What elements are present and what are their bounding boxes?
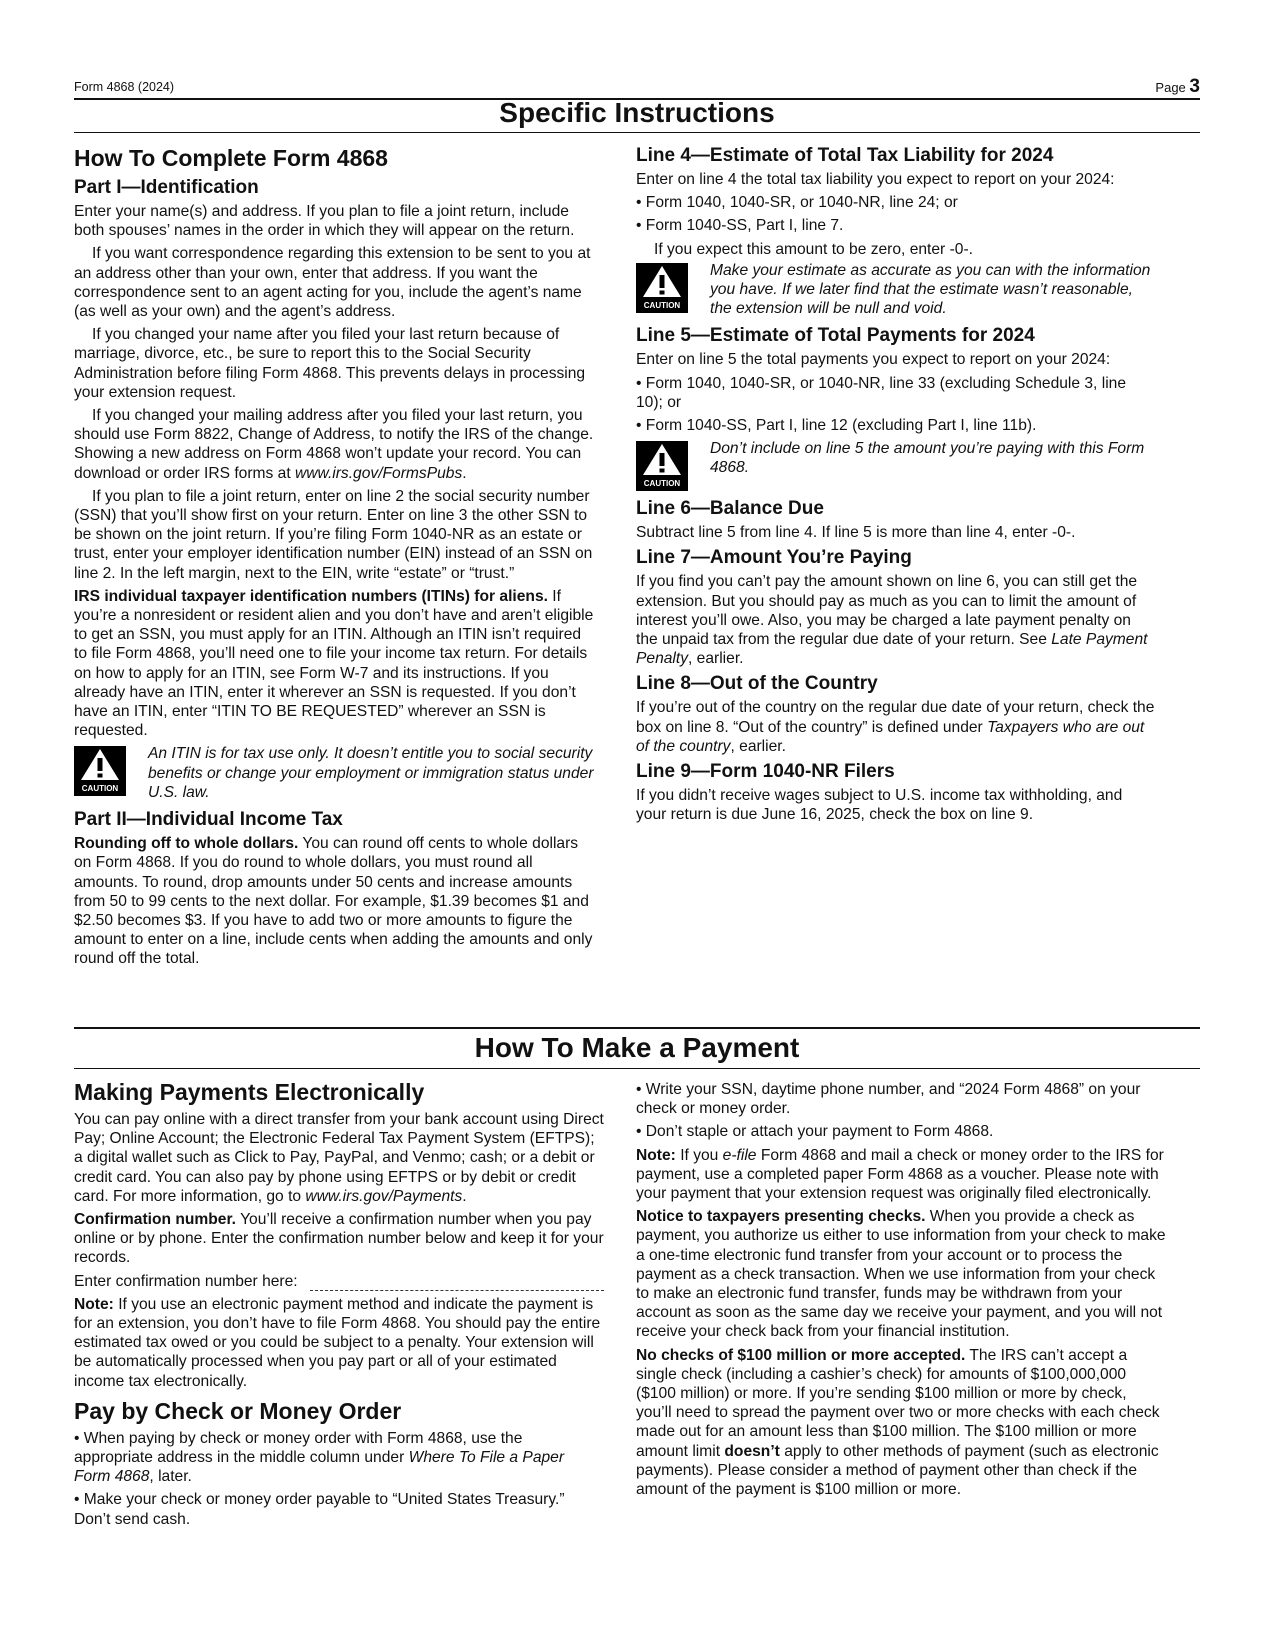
part1-para-2: If you want correspondence regarding this extension to be sent to you at an address other than your own, enter that address. If you want the correspondence sent to an agent acting for you, include the agent’s name (as well as your own) and the agent’s address. — [74, 245, 591, 321]
check-b1-ref: Where To File a Paper Form 4868 — [74, 1449, 565, 1486]
form-id: Form 4868 (2024) — [74, 80, 175, 94]
nochecks-b: apply to other methods of payment (such as electronic payments). Please consider a method of payment other than check if the amount of the payment is $100 million or more. — [636, 1442, 1159, 1499]
line5-bullet-2: • Form 1040-SS, Part I, line 12 (excluding Part I, line 11b). — [636, 417, 1037, 435]
rounding-para — [74, 834, 594, 968]
elec-heading: Making Payments Electronically — [74, 1079, 425, 1105]
note2-b: Form 4868 and mail a check or money order to the IRS for payment, use a completed paper Form 4868 as a voucher. Please note with your payment that your extension request was originally filed electronically. — [636, 1146, 1164, 1203]
confirm-lead: Confirmation number. — [74, 1211, 237, 1229]
line6-heading: Line 6—Balance Due — [636, 498, 824, 520]
caution-label: CAUTION — [81, 784, 119, 794]
part1-para-5: If you plan to file a joint return, enter on line 2 the social security number (SSN) that you’ll show first on your return. Enter on line 3 the other SSN to be shown on the joint return. If you’re filing Form 1040-NR as an estate or trust, enter your employer identification number (EIN) instead of an SSN on line 2. In the left margin, next to the EIN, write “estate” or “trust.” — [74, 487, 593, 582]
elec-text: You can pay online with a direct transfer from your bank account using Direct Pay; Online Account; the Electronic Federal Tax Payment System (EFTPS); a digital wallet such as Click to Pay, PayPal, and Venmo; cash; or a debit or credit card. You can also pay by phone using EFTPS or by debit or credit card. For more information, go to — [74, 1111, 604, 1205]
payment-rule-top — [74, 1027, 1200, 1029]
caution-icon — [636, 263, 688, 313]
line4-bullet-2: • Form 1040-SS, Part I, line 7. — [636, 217, 844, 235]
line9-heading: Line 9—Form 1040-NR Filers — [636, 761, 895, 783]
notice-para — [636, 1207, 1166, 1341]
line5-text: Enter on line 5 the total payments you expect to report on your 2024: — [636, 351, 1111, 369]
section-title-payment: How To Make a Payment — [474, 1032, 800, 1063]
line7-para — [636, 572, 1156, 668]
caution-icon — [636, 441, 688, 491]
para-text: If you changed your mailing address after you filed your last return, you should use Form 8822, Change of Address, to notify the IRS of the change. Showing a new address on Form 4868 won’t update your record. You can download or order IRS forms at — [74, 407, 594, 482]
caution-icon — [74, 746, 126, 796]
caution-itin — [74, 744, 594, 802]
left-column-specific — [74, 144, 594, 973]
confirm-para — [74, 1210, 604, 1268]
check-bullet-3: • Write your SSN, daytime phone number, and “2024 Form 4868” on your check or money order. — [636, 1081, 1141, 1118]
line7-text: If you find you can’t pay the amount shown on line 6, you can still get the extension. But you should pay as much as you can to limit the amount of interest you’ll owe. Also, you may be charged a late payment penalty on the unpaid tax from the regular due date of your return. See — [636, 573, 1138, 649]
itin-lead: IRS individual taxpayer identification numbers (ITINs) for aliens. — [74, 587, 548, 605]
line4-zero: If you expect this amount to be zero, enter -0-. — [654, 240, 973, 258]
caution-label: CAUTION — [643, 479, 681, 489]
line7-ref: Late Payment Penalty — [636, 631, 1148, 668]
nochecks-lead: No checks of $100 million or more accepted. — [636, 1346, 966, 1364]
check-bullet-4: • Don’t staple or attach your payment to Form 4868. — [636, 1123, 994, 1141]
forms-pubs-link[interactable]: www.irs.gov/FormsPubs — [295, 464, 463, 482]
line9-text: If you didn’t receive wages subject to U.S. income tax withholding, and your return is due June 16, 2025, check the box on line 9. — [636, 787, 1123, 824]
caution-itin-text: An ITIN is for tax use only. It doesn’t entitle you to social security benefits or change your employment or immigration status under U.S. law. — [148, 745, 594, 801]
nochecks-para — [636, 1346, 1166, 1500]
line8-text: If you’re out of the country on the regular due date of your return, check the box on line 8. “Out of the country” is defined under — [636, 699, 1155, 736]
part1-para-1: Enter your name(s) and address. If you plan to file a joint return, include both spouses’ names in the order in which they will appear on the return. — [74, 203, 575, 240]
caution-line5 — [636, 439, 1156, 491]
payments-link[interactable]: www.irs.gov/Payments — [305, 1187, 463, 1205]
elec-end: . — [462, 1187, 467, 1205]
para-end: . — [462, 464, 467, 482]
line8-ref: Taxpayers who are out of the country — [636, 718, 1145, 755]
part1-heading: Part I—Identification — [74, 177, 259, 198]
line5-heading: Line 5—Estimate of Total Payments for 2024 — [636, 325, 1035, 347]
note2-efile: e-file — [722, 1146, 757, 1164]
nochecks-bold: doesn’t — [724, 1442, 780, 1460]
left-column-payment — [74, 1078, 604, 1533]
caution-line4-text: Make your estimate as accurate as you can with the information you have. If we later find that the estimate wasn’t reasonable, the extension will be null and void. — [710, 261, 1151, 318]
rounding-lead: Rounding off to whole dollars. — [74, 835, 299, 853]
confirm-text: You’ll receive a confirmation number when you pay online or by phone. Enter the confirmation number below and keep it for your records. — [74, 1211, 604, 1267]
line7-heading: Line 7—Amount You’re Paying — [636, 547, 912, 569]
line5-bullet-1: • Form 1040, 1040-SR, or 1040-NR, line 33 (excluding Schedule 3, line 10); or — [636, 374, 1127, 411]
note1-text: If you use an electronic payment method and indicate the payment is for an extension, you don’t have to file Form 4868. You should pay the entire estimated tax owed or you could be subject to a penalty. Your extension will be automatically processed when you pay part or all of your estimated income tax electronically. — [74, 1295, 601, 1390]
confirm-label: Enter confirmation number here: — [74, 1272, 298, 1290]
elec-para — [74, 1110, 604, 1206]
confirmation-number-line — [74, 1272, 604, 1291]
line7-end: , earlier. — [688, 650, 744, 668]
notice-text: When you provide a check as payment, you authorize us either to use information from your check to make a one-time electronic fund transfer from your account or to process the payment as a check transaction. When we use information from your check to make an electronic fund transfer, funds may be withdrawn from your account as soon as the same day we receive your payment, and you will not receive your check back from your financial institution. — [636, 1208, 1166, 1341]
line8-heading: Line 8—Out of the Country — [636, 673, 878, 695]
check-heading: Pay by Check or Money Order — [74, 1397, 402, 1424]
page-number — [1155, 76, 1200, 98]
right-column-payment — [636, 1080, 1166, 1503]
line4-heading: Line 4—Estimate of Total Tax Liability for 2024 — [636, 145, 1054, 166]
nochecks-a: The IRS can’t accept a single check (including a cashier’s check) for amounts of $100,000,000 ($100 million) or more. If you’re sending $100 million or more by check, you’ll need to spread the payment over two or more checks with each check made out for an amount less than $100 million. The $100 million or more amount limit — [636, 1346, 1160, 1460]
itin-text: If you’re a nonresident or resident alien and you don’t have and aren’t eligible to get an SSN, you must apply for an ITIN. Although an ITIN isn’t required to file Form 4868, you’ll need one to file your income tax return. For details on how to apply for an ITIN, see Form W-7 and its instructions. If you already have an ITIN, enter it wherever an SSN is requested. If you don’t have an ITIN, enter “ITIN TO BE REQUESTED” wherever an SSN is requested. — [74, 587, 594, 740]
note2-para — [636, 1146, 1166, 1204]
line4-text: Enter on line 4 the total tax liability you expect to report on your 2024: — [636, 171, 1115, 188]
check-bullet-1 — [74, 1429, 604, 1487]
part1-para-4 — [74, 406, 594, 483]
check-bullet-2: • Make your check or money order payable to “United States Treasury.” Don’t send cash. — [74, 1491, 565, 1528]
check-b1-end: , later. — [149, 1468, 192, 1486]
payment-rule-bottom — [74, 1068, 1200, 1069]
notice-lead: Notice to taxpayers presenting checks. — [636, 1208, 926, 1226]
part1-para-3: If you changed your name after you filed your last return because of marriage, divorce, etc., be sure to report this to the Social Security Administration before filing Form 4868. This prevents delays in processing your extension request. — [74, 326, 586, 401]
part2-heading: Part II—Individual Income Tax — [74, 809, 343, 831]
note1-lead: Note: — [74, 1295, 114, 1313]
itin-para — [74, 587, 594, 741]
caution-label: CAUTION — [643, 300, 681, 310]
rounding-text: You can round off cents to whole dollars on Form 4868. If you do round to whole dollars, you must round all amounts. To round, drop amounts under 50 cents and increase amounts from 50 to 99 cents to the next dollar. For example, $1.39 becomes $1 and $2.50 becomes $3. If you have to add two or more amounts to figure the amount to enter on a line, include cents when adding the amounts and only round off the total. — [74, 835, 593, 968]
note2-lead: Note: — [636, 1146, 676, 1164]
line4-bullet-1: • Form 1040, 1040-SR, or 1040-NR, line 24; or — [636, 194, 958, 212]
check-b1-text: • When paying by check or money order with Form 4868, use the appropriate address in the middle column under — [74, 1429, 523, 1467]
confirmation-number-field[interactable] — [310, 1276, 604, 1291]
how-to-complete-heading: How To Complete Form 4868 — [74, 145, 388, 171]
line8-para — [636, 698, 1156, 756]
caution-line4 — [636, 261, 1156, 319]
right-column-specific — [636, 144, 1156, 828]
line6-text: Subtract line 5 from line 4. If line 5 is more than line 4, enter -0-. — [636, 524, 1076, 542]
caution-line5-text: Don’t include on line 5 the amount you’re paying with this Form 4868. — [710, 440, 1145, 477]
note2-a: If you — [675, 1146, 723, 1164]
section-title-specific: Specific Instructions — [499, 97, 775, 128]
page-label: Page — [1155, 80, 1186, 95]
section-rule — [74, 132, 1200, 133]
line8-end: , earlier. — [730, 737, 786, 755]
note1-para — [74, 1295, 604, 1391]
page-number-value: 3 — [1189, 76, 1200, 97]
